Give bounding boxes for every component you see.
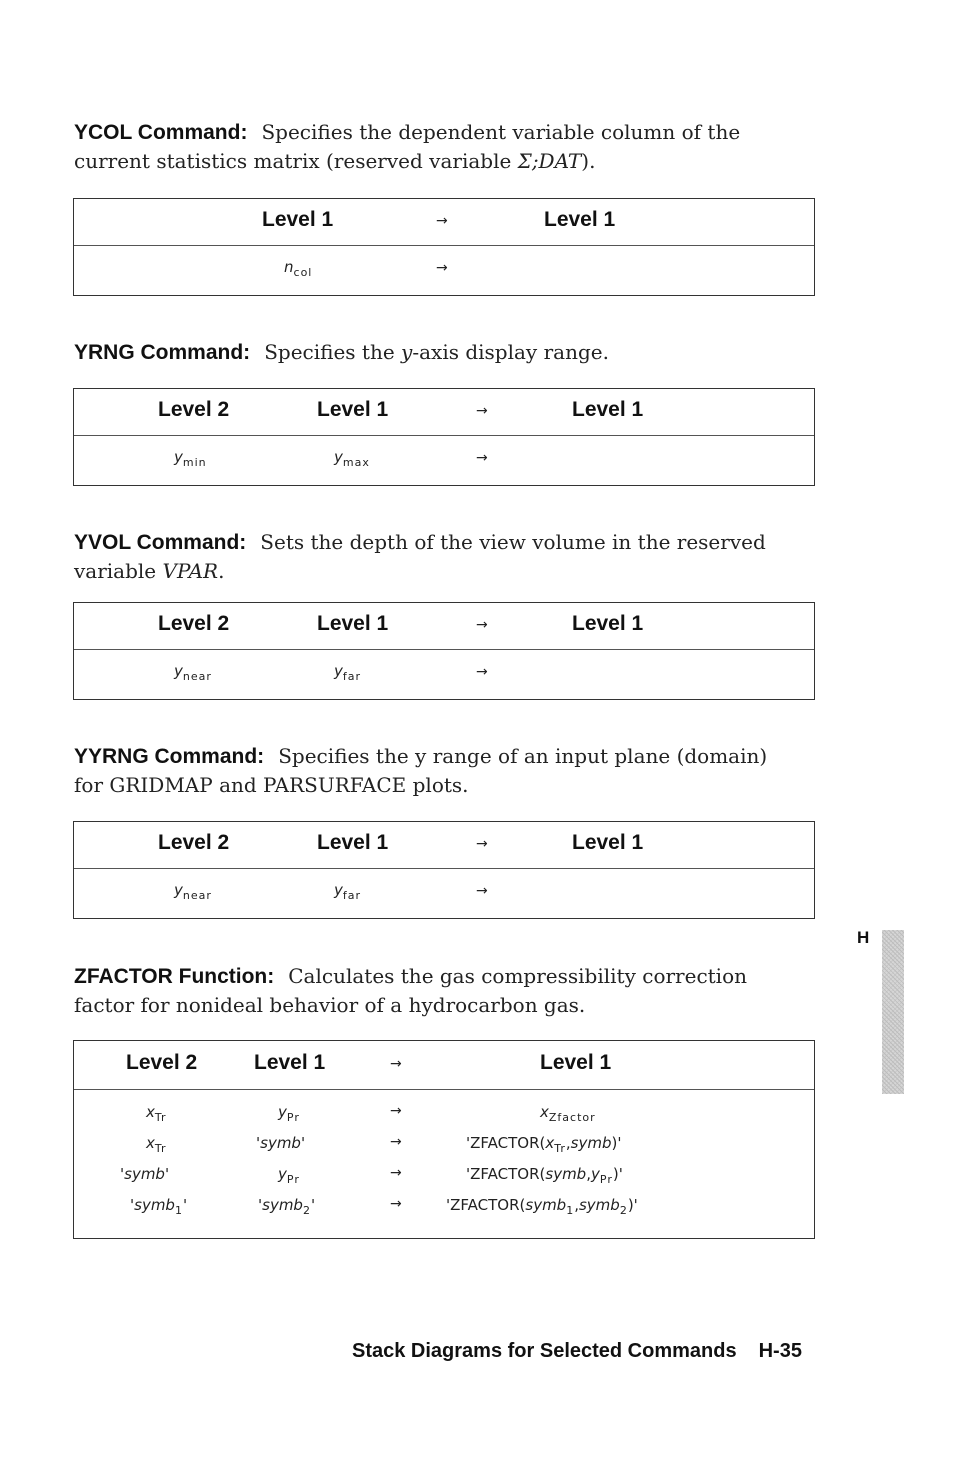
yyrng-description	[74, 742, 814, 799]
row2-arrow: →	[390, 1134, 402, 1150]
row3-result	[466, 1165, 623, 1186]
result-suffix: )'	[627, 1196, 638, 1214]
header-level1-out: Level 1	[540, 1051, 612, 1074]
yvol-description	[74, 528, 814, 585]
table-header	[74, 603, 814, 650]
zfactor-desc-line2: factor for nonideal behavior of a hydrocarbon gas.	[74, 993, 586, 1017]
table-body	[74, 1090, 814, 1238]
quote-close: '	[310, 1196, 316, 1214]
row4-level1	[258, 1196, 316, 1217]
header-level1-out: Level 1	[572, 612, 644, 635]
header-arrow: →	[476, 836, 488, 852]
yfar-symbol: y	[334, 662, 343, 680]
xtr-subscript: Tr	[154, 1111, 167, 1124]
row3-level2	[120, 1165, 169, 1183]
symb-symbol: symb	[570, 1134, 612, 1152]
yfar-subscript: far	[342, 889, 362, 902]
row-arrow: →	[476, 450, 488, 466]
header-level1-in: Level 1	[262, 208, 334, 231]
ypr-subscript: Pr	[286, 1111, 300, 1124]
zfactor-desc-line1: Calculates the gas compressibility correction	[288, 964, 747, 988]
ymax-subscript: max	[342, 456, 370, 469]
symb2-subscript: 2	[619, 1204, 628, 1217]
yyrng-stack-table	[73, 821, 815, 919]
yyrng-title: YYRNG Command:	[74, 745, 265, 768]
yrng-stack-table	[73, 388, 815, 486]
ncol-symbol: n	[284, 258, 294, 276]
cell-ymax	[334, 448, 370, 469]
row3-arrow: →	[390, 1165, 402, 1181]
ycol-description	[74, 118, 814, 175]
header-level1-out: Level 1	[572, 398, 644, 421]
yfar-subscript: far	[342, 670, 362, 683]
yvol-desc-line1: Sets the depth of the view volume in the reserved	[260, 530, 766, 554]
symb-symbol: 'symb'	[120, 1165, 170, 1183]
symb1-subscript: 1	[566, 1204, 575, 1217]
ycol-desc-line2-post: ).	[581, 149, 596, 173]
zfactor-title: ZFACTOR Function:	[74, 965, 275, 988]
result-comma: ,	[586, 1165, 591, 1183]
xtr-subscript: Tr	[154, 1142, 167, 1155]
header-level2: Level 2	[158, 398, 230, 421]
ynear-subscript: near	[182, 670, 212, 683]
table-header	[74, 199, 814, 246]
row1-arrow: →	[390, 1103, 402, 1119]
row4-result	[446, 1196, 638, 1217]
header-level1-in: Level 1	[317, 612, 389, 635]
header-arrow: →	[436, 213, 448, 229]
xtr-symbol: x	[146, 1103, 155, 1121]
ycol-title: YCOL Command:	[74, 121, 248, 144]
xtr-symbol: x	[146, 1134, 155, 1152]
yyrng-desc-line1: Specifies the y range of an input plane (domain)	[278, 744, 768, 768]
yvol-title: YVOL Command:	[74, 531, 247, 554]
ynear-symbol: y	[174, 662, 183, 680]
header-level1-in: Level 1	[317, 831, 389, 854]
xzfactor-subscript: Zfactor	[548, 1111, 596, 1124]
footer-title: Stack Diagrams for Selected Commands	[352, 1340, 737, 1362]
ypr-symbol: y	[278, 1103, 287, 1121]
header-level2: Level 2	[158, 612, 230, 635]
row4-arrow: →	[390, 1196, 402, 1212]
cell-yfar	[334, 662, 362, 683]
header-arrow: →	[476, 617, 488, 633]
row2-level2	[146, 1134, 167, 1155]
header-arrow: →	[390, 1056, 402, 1072]
table-header	[74, 389, 814, 436]
row1-level2	[146, 1103, 167, 1124]
yvol-desc-line2-pre: variable	[74, 559, 163, 583]
ncol-subscript: col	[293, 266, 313, 279]
header-level2: Level 2	[126, 1051, 198, 1074]
yrng-description	[74, 338, 814, 367]
yrng-title: YRNG Command:	[74, 341, 251, 364]
result-comma: ,	[565, 1134, 571, 1152]
row2-level1	[256, 1134, 305, 1152]
table-row	[74, 246, 814, 295]
table-header	[74, 1041, 814, 1090]
yvol-stack-table	[73, 602, 815, 700]
xtr-symbol: x	[545, 1134, 555, 1152]
row1-result	[540, 1103, 596, 1124]
ynear-subscript: near	[182, 889, 212, 902]
result-comma: ,	[574, 1196, 579, 1214]
ypr-symbol: y	[590, 1165, 600, 1183]
result-prefix: 'ZFACTOR(	[446, 1196, 526, 1214]
ynear-symbol: y	[174, 881, 183, 899]
result-suffix: )'	[611, 1134, 622, 1152]
yrng-desc-pre: Specifies the	[264, 340, 402, 364]
zfactor-description	[74, 962, 814, 1019]
symb1-symbol: symb	[525, 1196, 567, 1214]
yrng-desc-var: y	[401, 340, 413, 364]
chapter-tab-letter: H	[857, 928, 870, 947]
symb2-symbol: symb	[578, 1196, 620, 1214]
row1-level1	[278, 1103, 300, 1124]
page-footer	[352, 1340, 802, 1363]
header-level1-in: Level 1	[254, 1051, 326, 1074]
symb1-symbol: symb	[134, 1196, 175, 1214]
table-row	[74, 869, 814, 918]
chapter-tab-marker	[882, 930, 904, 1094]
result-suffix: )'	[612, 1165, 623, 1183]
ycol-desc-var: Σ;DAT	[517, 149, 582, 173]
quote-close: '	[182, 1196, 188, 1214]
header-level1-out: Level 1	[572, 831, 644, 854]
yvol-desc-var: VPAR	[162, 559, 219, 583]
result-prefix: 'ZFACTOR(	[466, 1165, 546, 1183]
result-prefix: 'ZFACTOR(	[466, 1134, 546, 1152]
cell-ncol	[284, 258, 313, 279]
table-row	[74, 436, 814, 485]
ypr-subscript: Pr	[599, 1173, 613, 1186]
symb-symbol: 'symb'	[256, 1134, 306, 1152]
symb2-subscript: 2	[302, 1204, 311, 1217]
row2-result	[466, 1134, 622, 1155]
ypr-subscript: Pr	[286, 1173, 300, 1186]
cell-ynear	[174, 662, 212, 683]
header-level1-out: Level 1	[544, 208, 616, 231]
ymax-symbol: y	[334, 448, 343, 466]
symb1-subscript: 1	[174, 1204, 183, 1217]
cell-ynear	[174, 881, 212, 902]
row-arrow: →	[476, 664, 488, 680]
quote-open: '	[130, 1196, 135, 1214]
symb2-symbol: symb	[262, 1196, 303, 1214]
ycol-stack-table	[73, 198, 815, 296]
symb-symbol: symb	[545, 1165, 587, 1183]
header-level2: Level 2	[158, 831, 230, 854]
zfactor-stack-table	[73, 1040, 815, 1239]
cell-ymin	[174, 448, 207, 469]
table-header	[74, 822, 814, 869]
yfar-symbol: y	[334, 881, 343, 899]
header-level1-in: Level 1	[317, 398, 389, 421]
header-arrow: →	[476, 403, 488, 419]
ycol-desc-line1: Specifies the dependent variable column of the	[261, 120, 741, 144]
cell-yfar	[334, 881, 362, 902]
ymin-subscript: min	[182, 456, 207, 469]
ymin-symbol: y	[174, 448, 183, 466]
yrng-desc-post: -axis display range.	[412, 340, 609, 364]
row4-level2	[130, 1196, 188, 1217]
yyrng-desc-line2: for GRIDMAP and PARSURFACE plots.	[74, 773, 469, 797]
ycol-desc-line2-pre: current statistics matrix (reserved variable	[74, 149, 518, 173]
row3-level1	[278, 1165, 300, 1186]
yvol-desc-line2-post: .	[218, 559, 225, 583]
xzfactor-symbol: x	[540, 1103, 549, 1121]
ypr-symbol: y	[278, 1165, 287, 1183]
page-number: H-35	[758, 1340, 802, 1362]
row-arrow: →	[436, 260, 448, 276]
row-arrow: →	[476, 883, 488, 899]
table-row	[74, 650, 814, 699]
xtr-subscript: Tr	[554, 1142, 566, 1155]
quote-open: '	[258, 1196, 263, 1214]
